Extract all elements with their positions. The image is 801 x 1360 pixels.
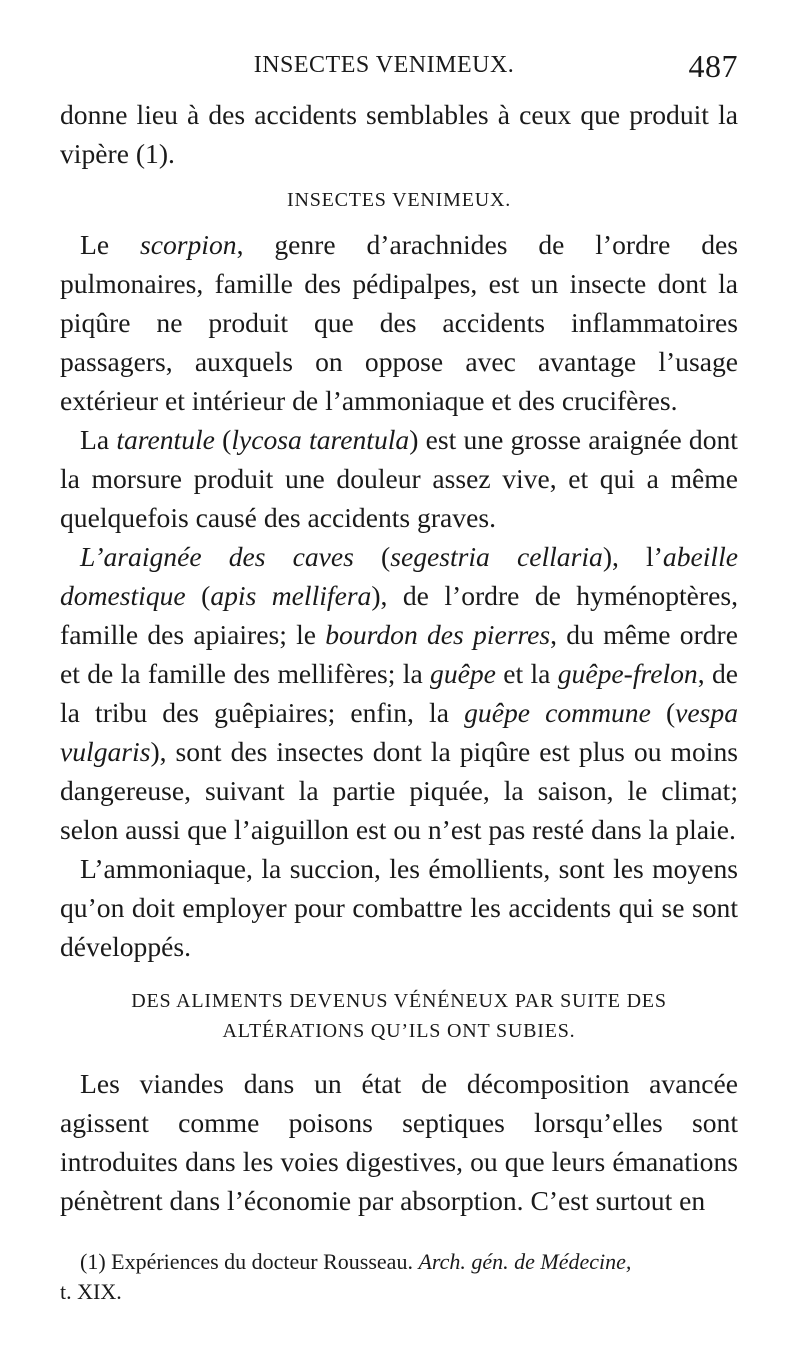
term-segestria: segestria cellaria: [390, 541, 603, 572]
paragraph-continued: donne lieu à des accidents semblables à ceux que produit la vipère (1).: [60, 99, 738, 169]
section-heading-aliments: DES ALIMENTS DEVENUS VÉNÉNEUX PAR SUITE DES ALTÉRATIONS QU’ILS ONT SUBIES.: [131, 990, 667, 1042]
term-bourdon: bourdon des pierres: [325, 619, 551, 650]
term-vespa: vespa vulgaris: [60, 697, 738, 767]
term-apis: apis mellifera: [210, 580, 372, 611]
term-tarentule: tarentule: [116, 424, 215, 455]
footnote-citation: Arch. gén. de Médecine,: [418, 1249, 632, 1274]
paragraph-ammoniaque: L’ammoniaque, la succion, les émollients, sont les moyens qu’on doit employer pour combattre les accidents qui se sont développés.: [60, 853, 738, 962]
paragraph-araignee: L’araignée des caves (segestria cellaria), l’abeille domestique (apis mellifera), de l’ordre de hyménoptères, famille des apiaires; le bourdon des pierres, du même ordre et de la famille des mellifères; la guêpe et la guêpe-frelon, de la tribu des guêpiaires; enfin, la guêpe commune (vespa vulgaris), sont des insectes dont la piqûre est plus ou moins dangereuse, suivant la partie piquée, la saison, le climat; selon aussi que l’aiguillon est ou n’est pas resté dans la plaie.: [60, 541, 738, 845]
term-araignee: L’araignée des caves: [80, 541, 354, 572]
term-guepe: guêpe: [430, 658, 496, 689]
term-guepe-frelon: guêpe-frelon: [557, 658, 698, 689]
footnote: (1) Expériences du docteur Rousseau. Arch. gén. de Médecine, t. XIX.: [60, 1249, 632, 1304]
term-guepe-commune: guêpe commune: [464, 697, 651, 728]
term-abeille: abeille domestique: [60, 541, 738, 611]
term-scorpion: scorpion: [139, 229, 237, 260]
running-title: INSECTES VENIMEUX.: [253, 52, 515, 78]
term-lycosa: lycosa tarentula: [231, 424, 410, 455]
page-number: 487: [688, 48, 738, 84]
running-head: [30, 48, 738, 92]
paragraph-tarentule: La tarentule (lycosa tarentula) est une grosse araignée dont la morsure produit une douleur assez vive, et qui a même quelquefois causé des accidents graves.: [60, 424, 738, 533]
paragraph-viandes: Les viandes dans un état de décomposition avancée agissent comme poisons septiques lorsqu’elles sont introduites dans les voies digestives, ou que leurs émanations pénètrent dans l’économie par absorption. C’est surtout en: [60, 1068, 738, 1216]
paragraph-scorpion: Le scorpion, genre d’arachnides de l’ordre des pulmonaires, famille des pédipalpes, est un insecte dont la piqûre ne produit que des accidents inflammatoires passagers, auxquels on oppose avec avantage l’usage extérieur et intérieur de l’ammoniaque et des crucifères.: [60, 229, 738, 416]
main-text: [60, 95, 738, 1220]
section-heading-insectes: INSECTES VENIMEUX.: [286, 189, 512, 211]
